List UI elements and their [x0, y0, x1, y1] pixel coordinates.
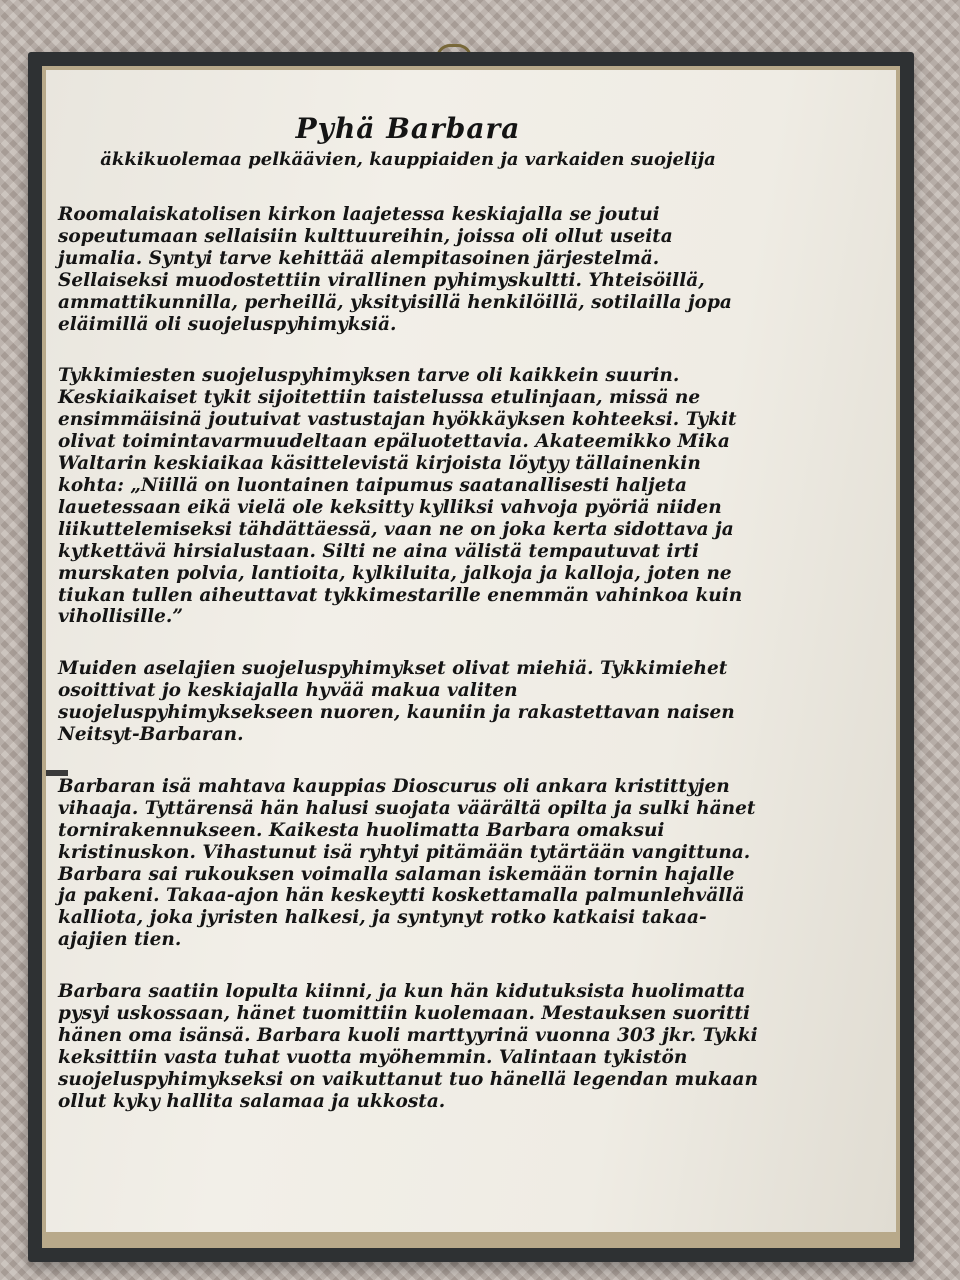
paragraph: Roomalaiskatolisen kirkon laajetessa keskiajalla se joutui sopeutumaan sellaisiin kulttuureihin, joissa oli ollut useita jumalia. Syntyi tarve kehittää alempitasoinen järjestelmä. Sellaiseksi muodostettiin virallinen pyhimyskultti. Yhteisöillä, ammattikunnilla, perheillä, yksityisillä henkilöillä, sotilailla jopa eläimillä oli suojeluspyhimyksiä.	[58, 204, 732, 335]
document-title: Pyhä Barbara	[295, 112, 521, 145]
document-subtitle: äkkikuolemaa pelkäävien, kauppiaiden ja varkaiden suojelija	[100, 149, 716, 170]
paragraph: Muiden aselajien suojeluspyhimykset olivat miehiä. Tykkimiehet osoittivat jo keskiajalla hyvää makua valiten suojeluspyhimyksekseen nuoren, kauniin ja rakastettavan naisen Neitsyt-Barbaran.	[58, 658, 735, 746]
paragraph: Barbara saatiin lopulta kiinni, ja kun hän kidutuksista huolimatta pysyi uskossaan, hänet tuomittiin kuolemaan. Mestauksen suoritti hänen oma isänsä. Barbara kuoli marttyyrinä vuonna 303 jkr. Tykki keksittiin vasta tuhat vuotta myöhemmin. Valintaan tykistön suojeluspyhimykseksi on vaikuttanut tuo hänellä legendan mukaan ollut kyky hallita salamaa ja ukkosta.	[58, 981, 758, 1112]
paragraph: Tykkimiesten suojeluspyhimyksen tarve oli kaikkein suurin. Keskiaikaiset tykit sijoitettiin taistelussa etulinjaan, missä ne ensimmäisinä joutuivat vastustajan hyökkäyksen kohteeksi. Tykit olivat toimintavarmuudeltaan epäluotettavia. Akateemikko Mika Waltarin keskiaikaa käsittelevistä kirjoista löytyy tällainenkin kohta: „Niillä on luontainen taipumus saatanallisesti haljeta lauetessaan eikä vielä ole keksitty kylliksi vahvoja pyöriä niiden liikuttelemiseksi tähdättäessä, vaan ne on joka kerta sidottava ja kytkettävä hirsialustaan. Silti ne aina välistä tempautuvat irti murskaten polvia, lantioita, kylkiluita, jalkoja ja kalloja, joten ne tiukan tullen aiheuttavat tykkimestarille enemmän vahinkoa kuin vihollisille.”	[58, 365, 743, 628]
calligraphy-document	[58, 112, 758, 1143]
paragraph: Barbaran isä mahtava kauppias Dioscurus oli ankara kristittyjen vihaaja. Tyttärensä hän halusi suojata väärältä opilta ja sulki hänet tornirakennukseen. Kaikesta huolimatta Barbara omaksui kristinuskon. Vihastunut isä ryhtyi pitämään tytärtään vangittuna. Barbara sai rukouksen voimalla salaman iskemään tornin hajalle ja pakeni. Takaa-ajon hän keskeytti koskettamalla palmunlehvällä kalliota, joka jyristen halkesi, ja syntynyt rotko katkaisi takaa-ajajien tien.	[58, 775, 756, 951]
